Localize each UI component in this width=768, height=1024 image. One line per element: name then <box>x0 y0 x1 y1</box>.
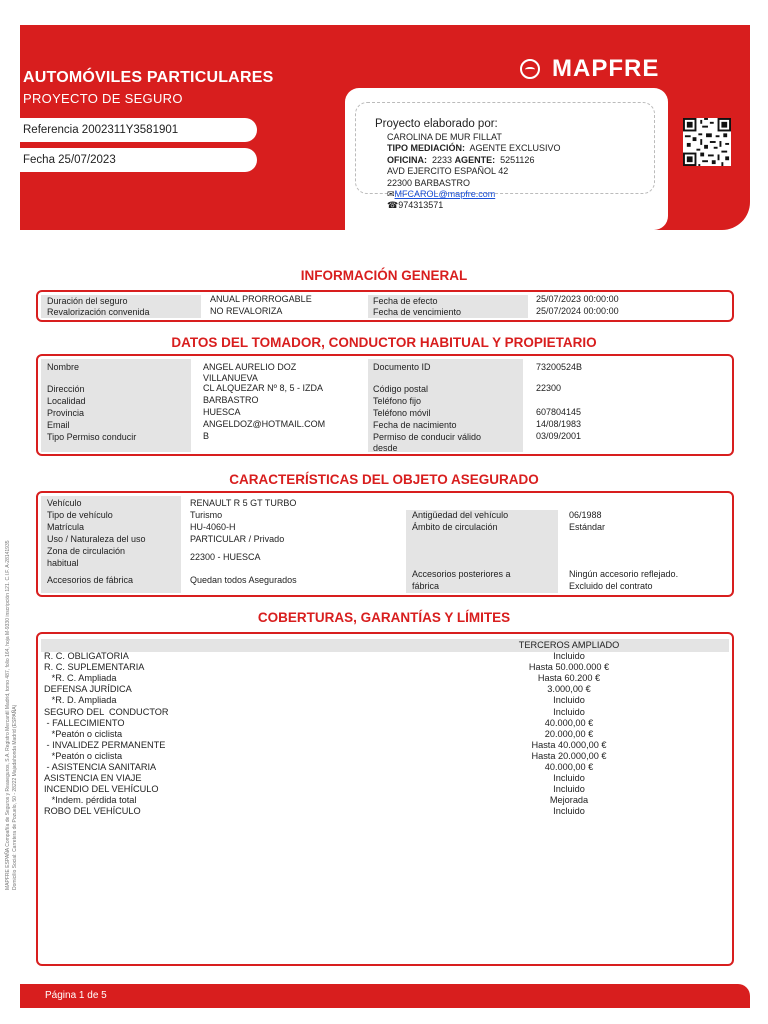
mapfre-logo <box>520 55 659 83</box>
general-label-revalorizacion: Revalorización convenida <box>47 307 150 317</box>
coverage-label: ROBO DEL VEHÍCULO <box>44 806 141 817</box>
coverage-label: - INVALIDEZ PERMANENTE <box>44 739 166 750</box>
coverage-value: 40.000,00 € <box>544 762 594 772</box>
tomador-label-nacimiento: Fecha de nacimiento <box>373 420 457 430</box>
tomador-value-documento: 73200524B <box>536 362 583 372</box>
agent-email-link[interactable]: MFCAROL@mapfre.com <box>394 189 496 200</box>
tomador-value-permiso-valido: 03/09/2001 <box>536 431 582 441</box>
tomador-label-nombre: Nombre <box>47 362 80 372</box>
coverage-label: ASISTENCIA EN VIAJE <box>44 773 142 784</box>
objeto-value-uso: PARTICULAR / Privado <box>190 534 285 544</box>
objeto-value-matricula: HU-4060-H <box>190 522 236 532</box>
agent-phone: 974313571 <box>398 200 444 211</box>
section-title-tomador: DATOS DEL TOMADOR, CONDUCTOR HABITUAL Y PROPIETARIO <box>171 335 597 350</box>
coverage-column-header: TERCEROS AMPLIADO <box>518 640 620 650</box>
objeto-value-acc-post-2: Excluido del contrato <box>569 581 653 591</box>
coverage-label: R. C. SUPLEMENTARIA <box>44 662 145 673</box>
product-title: AUTOMÓVILES PARTICULARES <box>23 69 274 86</box>
mail-icon: ✉ <box>387 189 395 200</box>
brand-name: MAPFRE <box>552 55 660 82</box>
objeto-value-zona: 22300 - HUESCA <box>190 552 261 562</box>
objeto-label-ambito: Ámbito de circulación <box>412 522 498 532</box>
agent-phone-line <box>387 200 561 211</box>
tomador-value-email: ANGELDOZ@HOTMAIL.COM <box>203 419 326 429</box>
tomador-label-direccion: Dirección <box>47 384 85 394</box>
coverage-value: 40.000,00 € <box>544 717 594 728</box>
tomador-label-permiso: Tipo Permiso conducir <box>47 432 137 442</box>
tomador-label-documento: Documento ID <box>373 362 431 372</box>
coverage-value: 3.000,00 € <box>547 684 591 695</box>
tomador-value-provincia: HUESCA <box>203 407 241 417</box>
coverage-label: - FALLECIMIENTO <box>44 717 125 728</box>
legal-side-note: MAPFRE ESPAÑA Compañía de Seguros y Reaseguros, S.A. Registro Mercantil Madrid, tomo 487, folio 164, hoja M-9330 inscripción 121. C.I.F. A-28141935 Domicilio Social: Carretera de Pozuelo, 50 - 28222 Majadahonda Madrid (ESPAÑA) <box>5 540 18 890</box>
tomador-value-nacimiento: 14/08/1983 <box>536 419 582 429</box>
tomador-value-movil: 607804145 <box>536 407 582 417</box>
coverage-label: SEGURO DEL CONDUCTOR <box>44 706 169 717</box>
section-title-objeto: CARACTERÍSTICAS DEL OBJETO ASEGURADO <box>229 472 539 487</box>
coverage-label: R. C. OBLIGATORIA <box>44 651 129 661</box>
objeto-box <box>36 491 734 597</box>
agent-address-1: AVD EJERCITO ESPAÑOL 42 <box>387 166 509 177</box>
objeto-label-acc-post-2: fábrica <box>412 581 440 591</box>
objeto-label-zona-1: Zona de circulación <box>47 546 126 556</box>
coverage-value: Hasta 20.000,00 € <box>531 750 607 761</box>
objeto-value-accesorios: Quedan todos Asegurados <box>190 575 297 585</box>
coverage-label: *R. D. Ampliada <box>44 695 117 706</box>
coverage-value: Hasta 50.000.000 € <box>528 662 610 673</box>
objeto-value-acc-post-1: Ningún accesorio reflejado. <box>569 569 679 579</box>
tomador-value-nombre-2: VILLANUEVA <box>203 373 258 383</box>
tomador-label-movil: Teléfono móvil <box>373 408 431 418</box>
general-value-duracion: ANUAL PRORROGABLE <box>210 294 312 304</box>
coverage-label: *Peatón o ciclista <box>44 728 123 739</box>
general-value-efecto: 25/07/2023 00:00:00 <box>536 294 619 304</box>
coverage-label: - ASISTENCIA SANITARIA <box>44 762 157 772</box>
tomador-label-provincia: Provincia <box>47 408 85 418</box>
tomador-value-cp: 22300 <box>536 383 562 393</box>
agent-email-line <box>387 189 561 200</box>
objeto-label-tipo: Tipo de vehículo <box>47 510 113 520</box>
objeto-value-vehiculo: RENAULT R 5 GT TURBO <box>190 498 297 508</box>
general-label-duracion: Duración del seguro <box>47 296 128 306</box>
date-pill: Fecha 25/07/2023 <box>20 148 257 172</box>
general-label-efecto: Fecha de efecto <box>373 296 438 306</box>
coverage-label: *R. C. Ampliada <box>44 673 117 684</box>
tomador-box <box>36 354 734 456</box>
agent-title: Proyecto elaborado por: <box>375 118 498 130</box>
coverage-value: Hasta 60.200 € <box>537 673 601 684</box>
footer-bar <box>20 984 750 1008</box>
general-value-revalorizacion: NO REVALORIZA <box>210 306 283 316</box>
section-title-general: INFORMACIÓN GENERAL <box>300 268 468 283</box>
coverage-value: Incluido <box>553 706 585 717</box>
section-title-coberturas: COBERTURAS, GARANTÍAS Y LÍMITES <box>257 610 511 625</box>
tomador-label-permiso-valido-1: Permiso de conducir válido <box>373 432 482 442</box>
coverage-label: *Indem. pérdida total <box>44 795 137 806</box>
agent-details <box>387 132 561 212</box>
mapfre-emblem-icon <box>520 59 540 79</box>
coverage-value: Incluido <box>553 695 585 706</box>
objeto-label-matricula: Matrícula <box>47 522 85 532</box>
tomador-label-email: Email <box>47 420 70 430</box>
objeto-value-ambito: Estándar <box>569 522 606 532</box>
tomador-value-localidad: BARBASTRO <box>203 395 259 405</box>
agent-address-2: 22300 BARBASTRO <box>387 177 471 188</box>
tomador-label-fijo: Teléfono fijo <box>373 396 422 406</box>
objeto-label-antiguedad: Antigüedad del vehículo <box>412 510 509 520</box>
tomador-label-permiso-valido-2: desde <box>373 443 398 453</box>
agent-tipo: TIPO MEDIACIÓN: AGENTE EXCLUSIVO <box>387 143 561 154</box>
objeto-label-accesorios: Accesorios de fábrica <box>47 575 134 585</box>
agent-oficina: OFICINA: 2233 AGENTE: 5251126 <box>387 154 535 165</box>
page-number: Página 1 de 5 <box>45 990 107 1001</box>
coverage-label: INCENDIO DEL VEHÍCULO <box>44 784 159 795</box>
general-box <box>36 290 734 322</box>
tomador-label-cp: Código postal <box>373 384 429 394</box>
coverage-label: DEFENSA JURÍDICA <box>44 684 132 695</box>
tomador-value-direccion: CL ALQUEZAR Nº 8, 5 - IZDA <box>203 383 323 393</box>
coverage-value: Incluido <box>553 651 585 661</box>
coverage-value: Hasta 40.000,00 € <box>531 739 607 750</box>
coverage-label: *Peatón o ciclista <box>44 750 123 761</box>
coverage-value: Incluido <box>553 773 585 784</box>
objeto-label-vehiculo: Vehículo <box>47 498 82 508</box>
qr-code-icon <box>683 118 731 166</box>
objeto-label-zona-2: habitual <box>47 558 79 568</box>
coverage-value: Incluido <box>553 806 585 817</box>
tomador-label-localidad: Localidad <box>47 396 86 406</box>
objeto-value-tipo: Turismo <box>190 510 223 520</box>
coverage-value: 20.000,00 € <box>544 728 594 739</box>
agent-name: CAROLINA DE MUR FILLAT <box>387 132 502 142</box>
tomador-value-permiso: B <box>203 431 210 441</box>
objeto-value-antiguedad: 06/1988 <box>569 510 602 520</box>
product-subtitle: PROYECTO DE SEGURO <box>23 91 183 106</box>
coverage-value: Mejorada <box>549 795 589 806</box>
general-label-vencimiento: Fecha de vencimiento <box>373 307 462 317</box>
objeto-label-uso: Uso / Naturaleza del uso <box>47 534 146 544</box>
coverage-value: Incluido <box>553 784 585 795</box>
objeto-label-acc-post-1: Accesorios posteriores a <box>412 569 511 579</box>
tomador-value-nombre-1: ANGEL AURELIO DOZ <box>203 362 297 372</box>
phone-icon: ☎ <box>387 200 399 211</box>
general-value-vencimiento: 25/07/2024 00:00:00 <box>536 306 619 316</box>
reference-pill: Referencia 2002311Y3581901 <box>20 118 257 142</box>
